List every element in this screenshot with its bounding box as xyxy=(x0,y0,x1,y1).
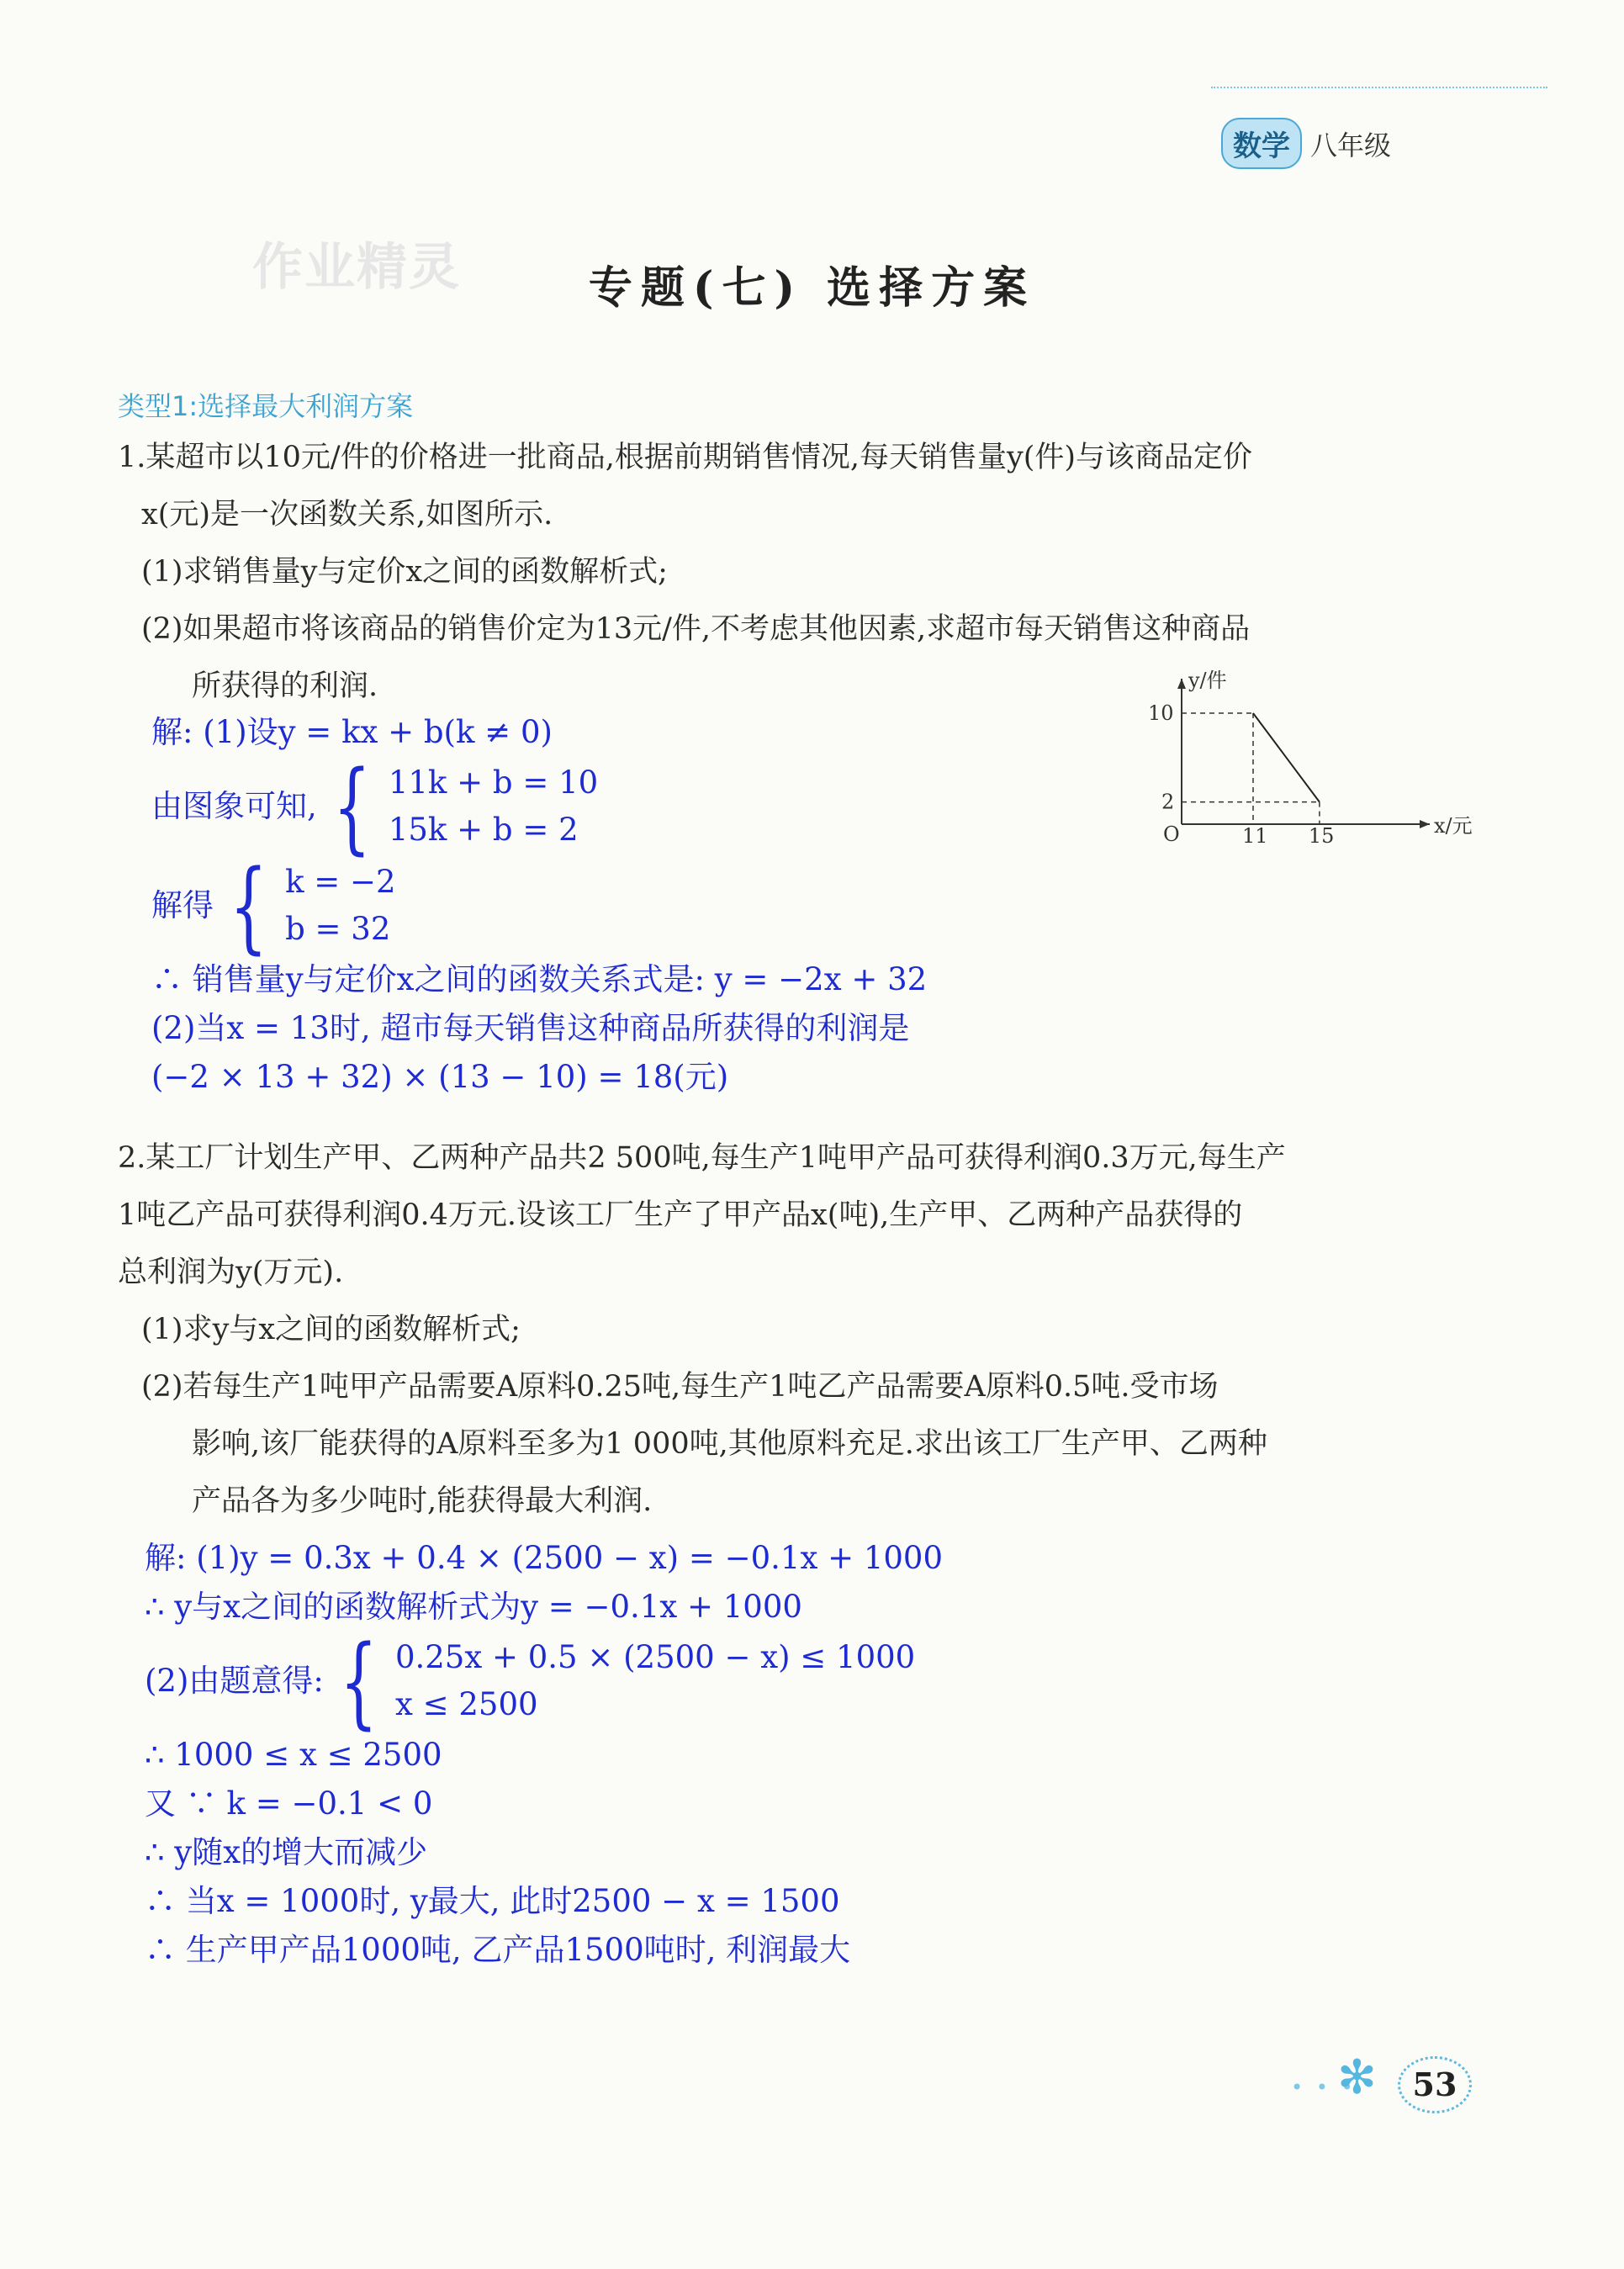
page-number: 53 xyxy=(1398,2056,1472,2113)
a2-system-eq1: 0.25x + 0.5 × (2500 − x) ≤ 1000 xyxy=(394,1639,916,1675)
a1-line-1: 解: (1)设y = kx + b(k ≠ 0) xyxy=(151,714,553,750)
answer-2 xyxy=(145,1534,943,1975)
a1-system-1-prefix: 由图象可知, xyxy=(151,788,317,824)
sales-chart xyxy=(1119,669,1473,854)
q2-line-1: 2.某工厂计划生产甲、乙两种产品共2 500吨,每生产1吨甲产品可获得利润0.3万元,每生产 xyxy=(118,1141,1286,1175)
header-dotted-line xyxy=(1211,87,1547,88)
a2-line-7: ∴ 当x = 1000时, y最大, 此时2500 − x = 1500 xyxy=(145,1883,840,1919)
a1-system-2 xyxy=(151,848,927,964)
data-line-segment xyxy=(1253,713,1320,802)
q2-part-2c: 产品各为多少吨时,能获得最大利润. xyxy=(192,1484,653,1518)
answer-1 xyxy=(151,708,927,1102)
origin-label: O xyxy=(1163,822,1180,846)
a1-line-4: ∴ 销售量y与定价x之间的函数关系式是: y = −2x + 32 xyxy=(151,961,928,997)
page-title: 专题(七) 选择方案 xyxy=(588,262,1036,314)
a2-line-6: ∴ y随x的增大而减少 xyxy=(145,1834,428,1870)
q2-part-1: (1)求y与x之间的函数解析式; xyxy=(141,1313,521,1346)
x-tick-15: 15 xyxy=(1308,824,1335,848)
q2-line-2: 1吨乙产品可获得利润0.4万元.设该工厂生产了甲产品x(吨),生产甲、乙两种产品获得的 xyxy=(118,1198,1243,1232)
a2-line-8: ∴ 生产甲产品1000吨, 乙产品1500吨时, 利润最大 xyxy=(145,1932,851,1968)
a1-line-6: (−2 × 13 + 32) × (13 − 10) = 18(元) xyxy=(151,1059,729,1095)
a1-system-1-eq2: 15k + b = 2 xyxy=(388,812,579,848)
q1-part-2a: (2)如果超市将该商品的销售价定为13元/件,不考虑其他因素,求超市每天销售这种商品 xyxy=(141,612,1251,646)
brace-icon: { xyxy=(332,748,371,865)
a2-system-eq2: x ≤ 2500 xyxy=(394,1686,538,1722)
x-axis-label: x/元 xyxy=(1434,814,1473,838)
q2-part-2b: 影响,该厂能获得的A原料至多为1 000吨,其他原料充足.求出该工厂生产甲、乙两种 xyxy=(192,1427,1267,1461)
a2-system xyxy=(145,1623,943,1739)
y-axis-arrow-icon xyxy=(1177,679,1186,689)
a2-system-prefix: (2)由题意得: xyxy=(145,1663,324,1699)
x-axis-arrow-icon xyxy=(1420,820,1430,828)
a2-line-5: 又 ∵ k = −0.1 < 0 xyxy=(145,1785,433,1822)
a2-line-2: ∴ y与x之间的函数解析式为y = −0.1x + 1000 xyxy=(145,1589,802,1625)
brace-icon: { xyxy=(230,848,268,964)
a1-system-2-eq2: b = 32 xyxy=(285,911,391,947)
flower-icon: ✻ xyxy=(1337,2050,1377,2105)
a2-line-4: ∴ 1000 ≤ x ≤ 2500 xyxy=(145,1737,442,1773)
x-tick-11: 11 xyxy=(1242,824,1268,848)
q2-part-2a: (2)若每生产1吨甲产品需要A原料0.25吨,每生产1吨乙产品需要A原料0.5吨.受市场 xyxy=(141,1370,1219,1404)
a2-line-1: 解: (1)y = 0.3x + 0.4 × (2500 − x) = −0.1x + 1000 xyxy=(145,1540,944,1576)
decorative-dots-icon: • • • xyxy=(1291,2076,1357,2099)
a1-system-2-eq1: k = −2 xyxy=(285,864,396,900)
y-tick-10: 10 xyxy=(1148,701,1174,725)
q1-line-2: x(元)是一次函数关系,如图所示. xyxy=(141,498,553,532)
q1-part-1: (1)求销售量y与定价x之间的函数解析式; xyxy=(141,555,668,589)
y-axis-label: y/件 xyxy=(1188,669,1227,692)
header-subject-grade xyxy=(1221,118,1391,169)
a1-line-5: (2)当x = 13时, 超市每天销售这种商品所获得的利润是 xyxy=(151,1010,910,1046)
subject-badge: 数学 xyxy=(1221,118,1302,169)
a1-system-2-prefix: 解得 xyxy=(151,887,214,923)
section-type-label: 类型1:选择最大利润方案 xyxy=(118,390,414,422)
a1-system-1 xyxy=(151,748,927,865)
q1-line-1: 1.某超市以10元/件的价格进一批商品,根据前期销售情况,每天销售量y(件)与该商品定价 xyxy=(118,441,1253,474)
q2-line-3: 总利润为y(万元). xyxy=(118,1256,344,1289)
grade-label: 八年级 xyxy=(1310,129,1392,161)
q1-part-2b: 所获得的利润. xyxy=(192,669,378,703)
watermark: 作业精灵 xyxy=(252,238,461,297)
a1-system-1-eq1: 11k + b = 10 xyxy=(388,764,599,801)
brace-icon: { xyxy=(339,1623,378,1739)
question-2 xyxy=(118,1129,1547,1530)
y-tick-2: 2 xyxy=(1161,790,1175,814)
